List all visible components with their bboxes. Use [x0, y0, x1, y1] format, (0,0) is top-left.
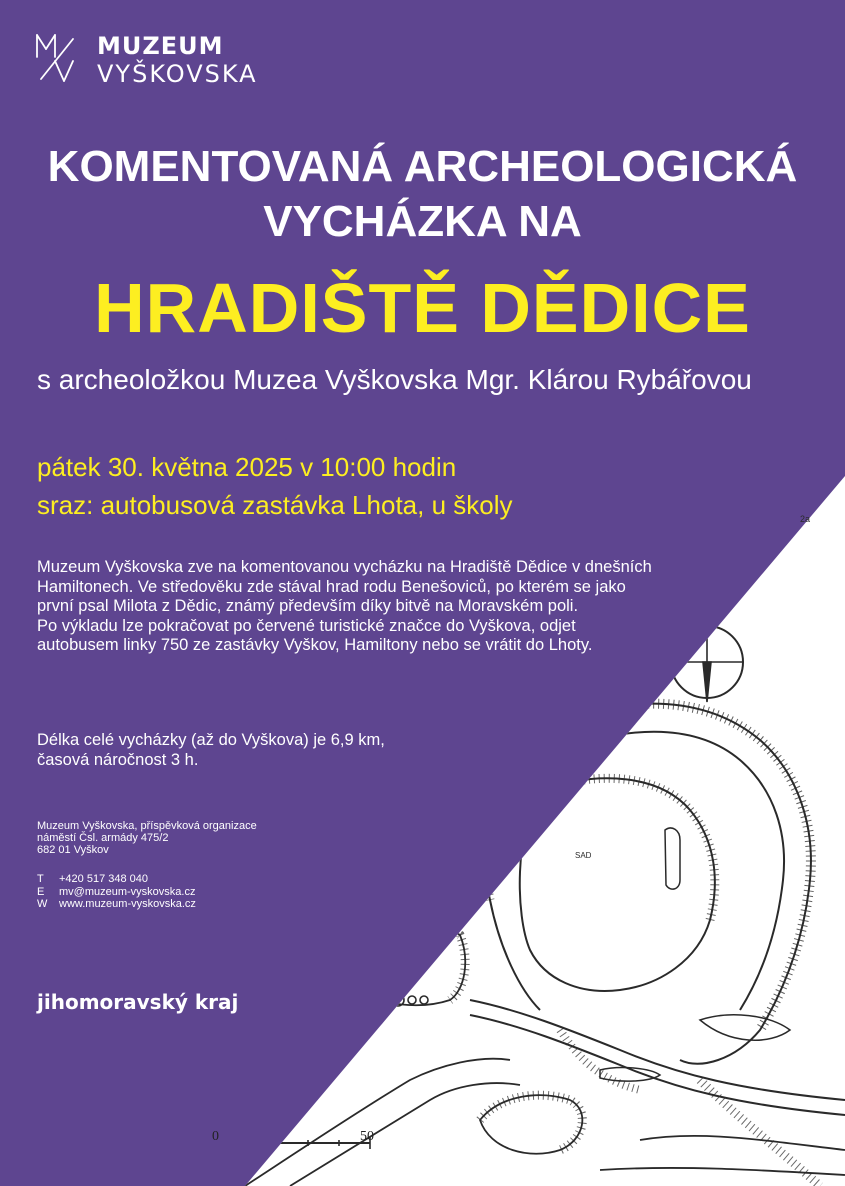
contact-label: E: [37, 885, 45, 898]
distance-line2: časová náročnost 3 h.: [37, 750, 199, 769]
museum-logo-icon: [33, 33, 77, 83]
address-line3: 682 01 Vyškov: [37, 844, 109, 856]
distance-info: [37, 731, 385, 770]
scale-label-start: 0: [212, 1129, 219, 1144]
contact-label: T: [37, 873, 44, 885]
address-line1: Muzeum Vyškovska, příspěvková organizace: [37, 820, 257, 832]
logo-text-line2: VYŠKOVSKA: [97, 60, 258, 88]
map-label-sad: SAD: [575, 851, 592, 860]
contact-phone: [37, 873, 196, 886]
event-date: pátek 30. května 2025 v 10:00 hodin: [37, 452, 457, 482]
contact-email: [37, 886, 196, 899]
contact-value: +420 517 348 040: [59, 873, 149, 885]
contact-value[interactable]: mv@muzeum-vyskovska.cz: [59, 885, 196, 898]
logo-text-line1: MUZEUM: [97, 32, 224, 60]
region-logo: jihomoravský kraj: [37, 990, 239, 1014]
subtitle: s archeoložkou Muzea Vyškovska Mgr. Klárou Rybářovou: [37, 364, 752, 395]
distance-line1: Délka celé vycházky (až do Vyškova) je 6,9 km,: [37, 731, 385, 749]
title-line1: KOMENTOVANÁ ARCHEOLOGICKÁ: [47, 142, 798, 191]
description-paragraph-1: Muzeum Vyškovska zve na komentovanou vycházku na Hradiště Dědice v dnešních Hamiltonech. Ve středověku zde stával hrad rodu Benešoviců, po kterém se jako první psal Milota z Dědic, známý především díky bitvě na Moravském poli.: [37, 558, 652, 615]
address-line2: náměstí Čsl. armády 475/2: [37, 832, 169, 844]
headline: HRADIŠTĚ DĚDICE: [94, 269, 751, 347]
contact-block: [37, 873, 196, 911]
address: [37, 820, 257, 856]
meeting-point: sraz: autobusová zastávka Lhota, u školy: [37, 490, 513, 520]
description: [37, 558, 657, 656]
contact-label: W: [37, 898, 48, 910]
title-line2: VYCHÁZKA NA: [263, 197, 582, 246]
contact-value[interactable]: www.muzeum-vyskovska.cz: [59, 898, 196, 910]
contact-web: [37, 898, 196, 911]
scale-label-end: 50: [360, 1129, 374, 1144]
map-corner-mark: 2a: [800, 514, 811, 524]
description-paragraph-2: Po výkladu lze pokračovat po červené turistické značce do Vyškova, odjet autobusem linky 750 ze zastávky Vyškov, Hamiltony nebo se vrátit do Lhoty.: [37, 616, 593, 654]
